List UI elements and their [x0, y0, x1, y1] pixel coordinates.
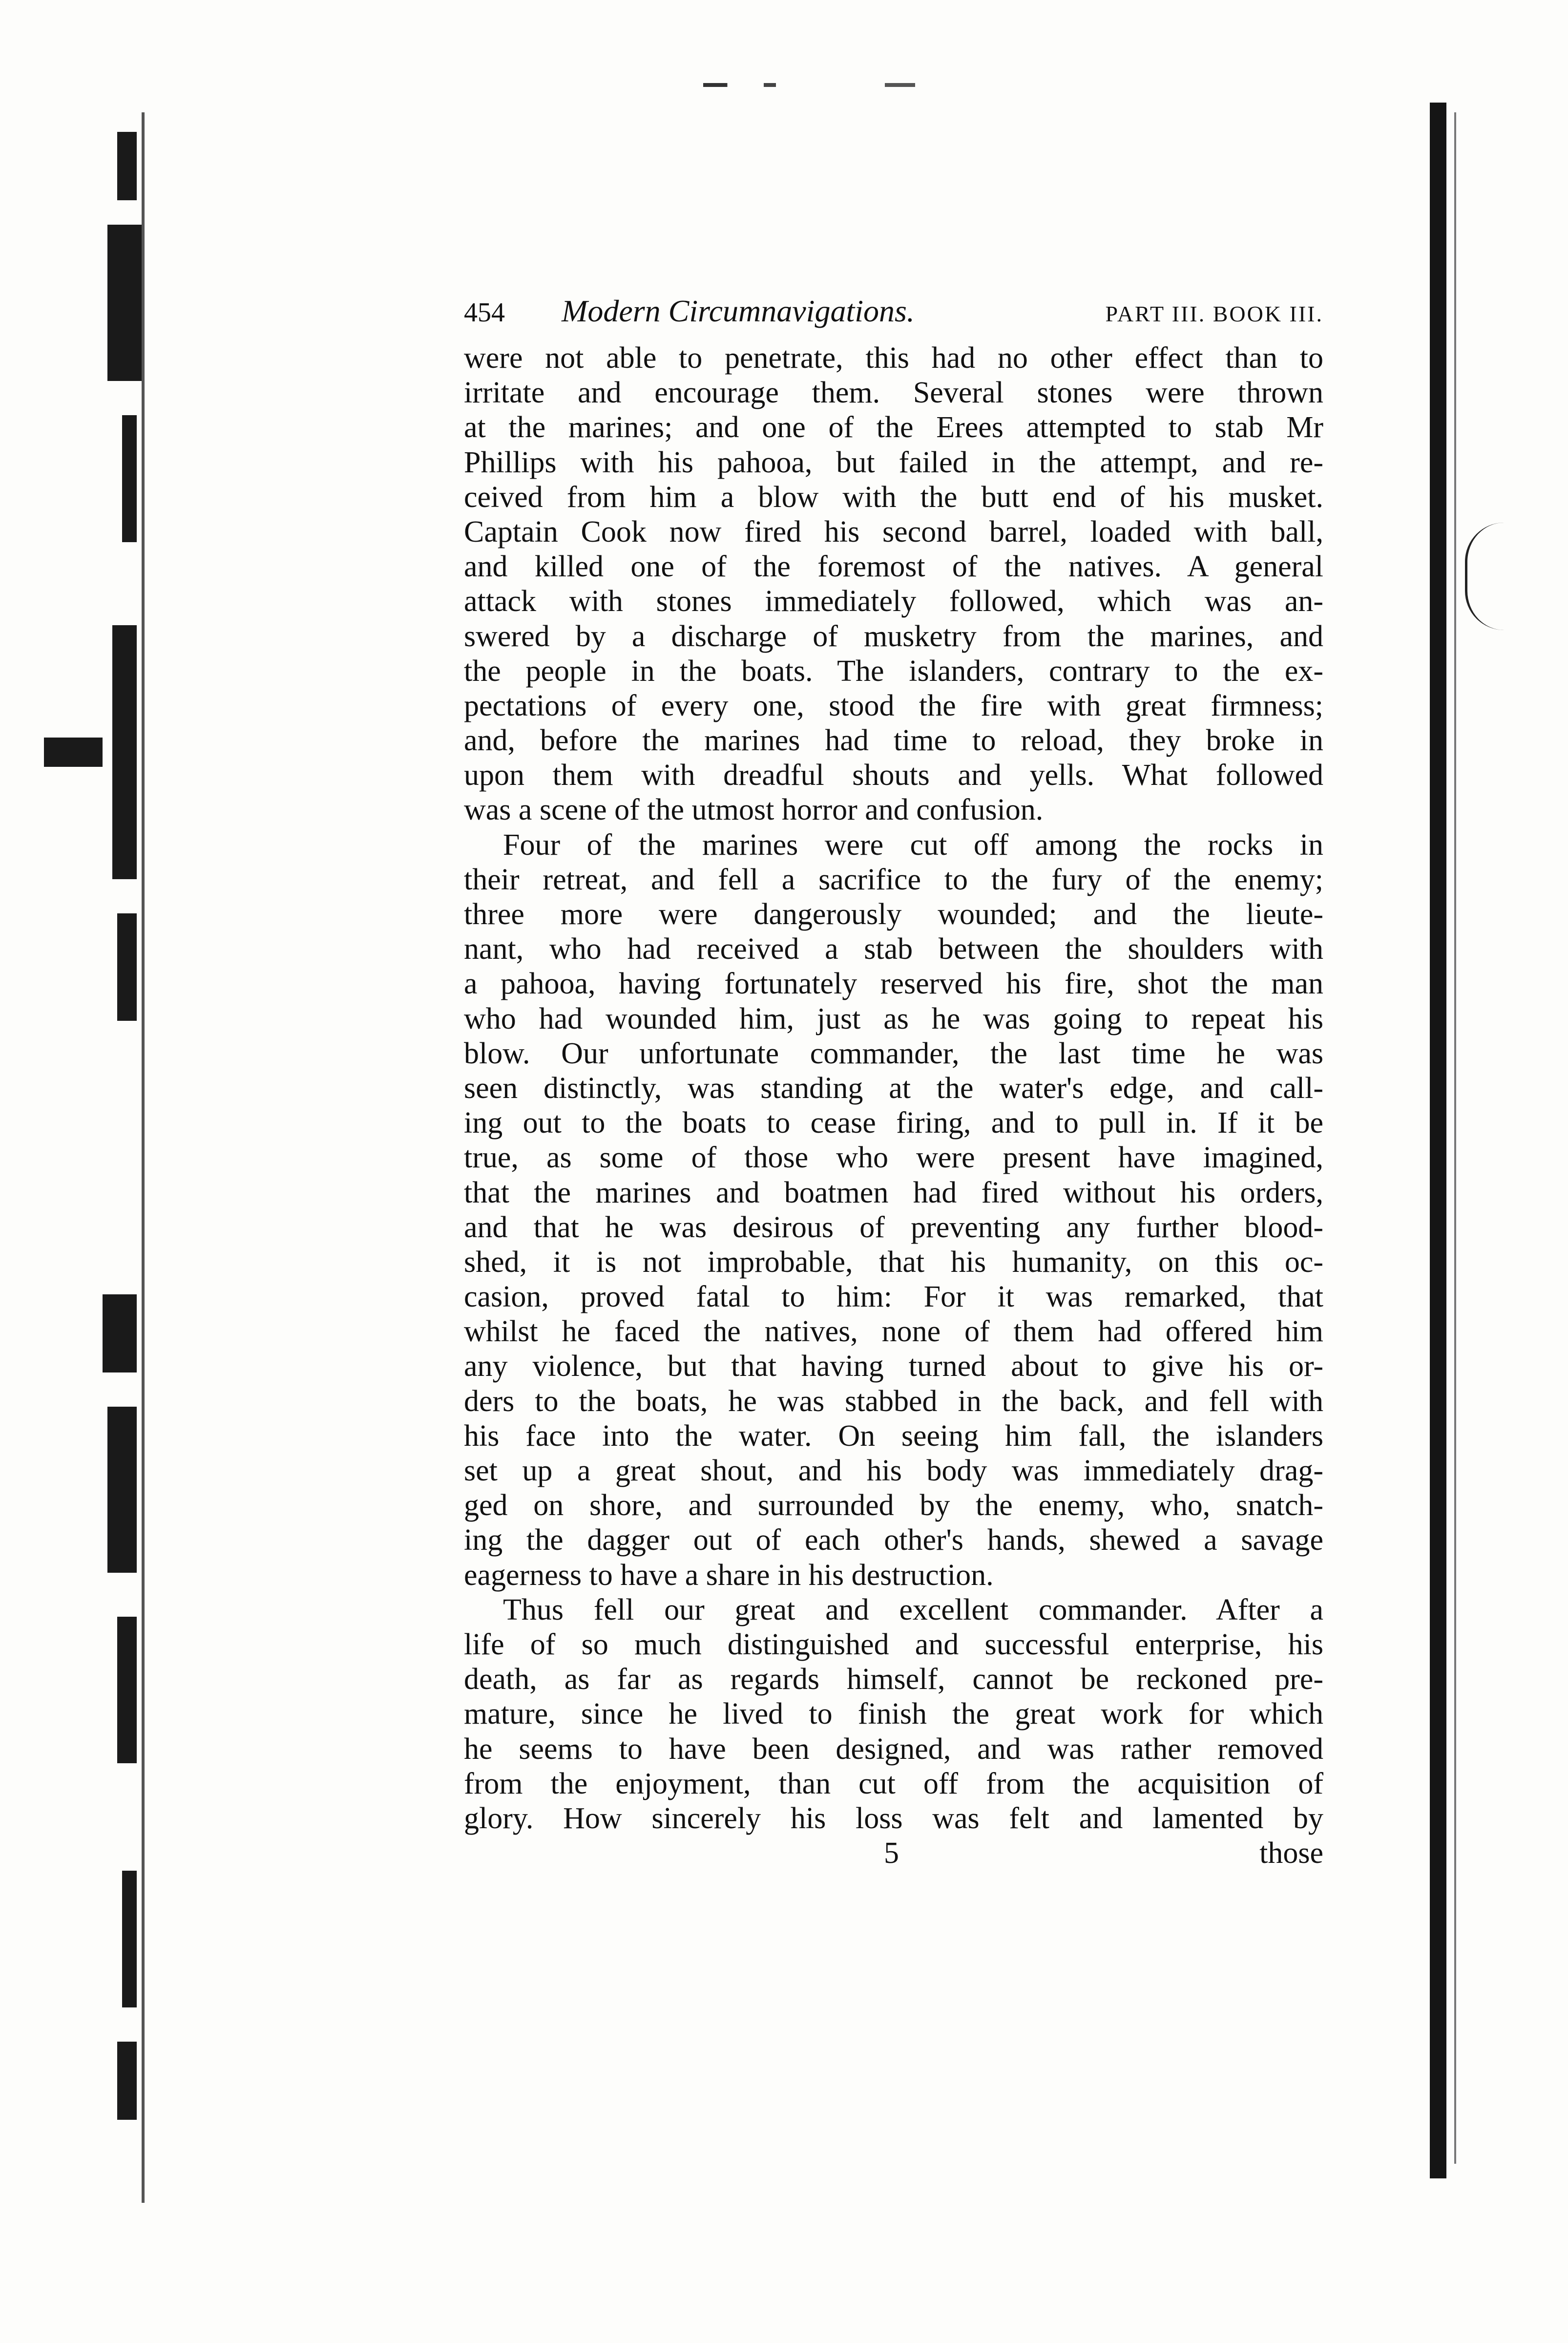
- text-line: from the enjoyment, than cut off from the acquisition of: [464, 1767, 1323, 1800]
- text-line: ders to the boats, he was stabbed in the back, and fell with: [464, 1384, 1323, 1418]
- text-line: swered by a discharge of musketry from the marines, and: [464, 619, 1323, 653]
- page-number: 454: [464, 297, 505, 328]
- catchword: those: [1259, 1836, 1323, 1870]
- text-line: and killed one of the foremost of the natives. A general: [464, 550, 1323, 584]
- text-line: that the marines and boatmen had fired without his orders,: [464, 1176, 1323, 1209]
- page-footer: [464, 1836, 1323, 1871]
- text-line: ing out to the boats to cease firing, and to pull in. If it be: [464, 1106, 1323, 1140]
- text-line: ceived from him a blow with the butt end of his musket.: [464, 480, 1323, 514]
- text-line: ing the dagger out of each other's hands, shewed a savage: [464, 1523, 1323, 1557]
- text-line: life of so much distinguished and successful enterprise, his: [464, 1627, 1323, 1661]
- text-line: whilst he faced the natives, none of them had offered him: [464, 1315, 1323, 1349]
- binding-edge-scan: [44, 112, 190, 2203]
- scan-artifact-top: [703, 83, 1006, 87]
- text-line: mature, since he lived to finish the great work for which: [464, 1697, 1323, 1731]
- body-text: [464, 341, 1323, 1836]
- text-line: were not able to penetrate, this had no other effect than to: [464, 341, 1323, 375]
- text-line: eagerness to have a share in his destruction.: [464, 1558, 994, 1592]
- text-line: shed, it is not improbable, that his humanity, on this oc-: [464, 1245, 1323, 1279]
- text-line: who had wounded him, just as he was going to repeat his: [464, 1002, 1323, 1035]
- text-line: his face into the water. On seeing him fall, the islanders: [464, 1419, 1323, 1453]
- text-line: the people in the boats. The islanders, contrary to the ex-: [464, 654, 1323, 688]
- running-head: [464, 293, 1323, 337]
- text-line: casion, proved fatal to him: For it was remarked, that: [464, 1280, 1323, 1314]
- running-title: Modern Circumnavigations.: [562, 294, 915, 328]
- text-line: and that he was desirous of preventing any further blood-: [464, 1210, 1323, 1244]
- text-line: true, as some of those who were present have imagined,: [464, 1141, 1323, 1175]
- page-edge-shadow: [1430, 103, 1446, 2178]
- text-line: set up a great shout, and his body was immediately drag-: [464, 1454, 1323, 1487]
- text-line: death, as far as regards himself, cannot be reckoned pre-: [464, 1663, 1323, 1696]
- text-line: ged on shore, and surrounded by the enemy, who, snatch-: [464, 1489, 1323, 1522]
- text-line: Thus fell our great and excellent commander. After a: [503, 1593, 1323, 1626]
- text-line: pectations of every one, stood the fire with great firmness;: [464, 689, 1323, 722]
- text-line: blow. Our unfortunate commander, the last time he was: [464, 1036, 1323, 1070]
- section-reference: PART III. BOOK III.: [1105, 301, 1323, 326]
- text-line: three more were dangerously wounded; and the lieute-: [464, 898, 1323, 931]
- text-block: [464, 293, 1323, 1871]
- page-edge-line: [1454, 112, 1456, 2164]
- text-line: Four of the marines were cut off among the rocks in: [503, 828, 1323, 862]
- text-line: seen distinctly, was standing at the water's edge, and call-: [464, 1071, 1323, 1105]
- text-line: a pahooa, having fortunately reserved his fire, shot the man: [464, 967, 1323, 1001]
- text-line: nant, who had received a stab between the shoulders with: [464, 932, 1323, 966]
- text-line: any violence, but that having turned about to give his or-: [464, 1350, 1323, 1383]
- text-line: upon them with dreadful shouts and yells. What followed: [464, 759, 1323, 792]
- text-line: irritate and encourage them. Several stones were thrown: [464, 376, 1323, 410]
- signature-mark: 5: [884, 1836, 899, 1870]
- text-line: was a scene of the utmost horror and confusion.: [464, 793, 1044, 827]
- text-line: Captain Cook now fired his second barrel, loaded with ball,: [464, 515, 1323, 549]
- text-line: their retreat, and fell a sacrifice to the fury of the enemy;: [464, 863, 1323, 896]
- text-line: at the marines; and one of the Erees attempted to stab Mr: [464, 411, 1323, 444]
- text-line: attack with stones immediately followed, which was an-: [464, 585, 1323, 618]
- text-line: Phillips with his pahooa, but failed in the attempt, and re-: [464, 445, 1323, 479]
- text-line: glory. How sincerely his loss was felt and lamented by: [464, 1801, 1323, 1835]
- margin-pencil-mark: [1465, 523, 1511, 630]
- text-line: and, before the marines had time to reload, they broke in: [464, 724, 1323, 758]
- text-line: he seems to have been designed, and was rather removed: [464, 1732, 1323, 1766]
